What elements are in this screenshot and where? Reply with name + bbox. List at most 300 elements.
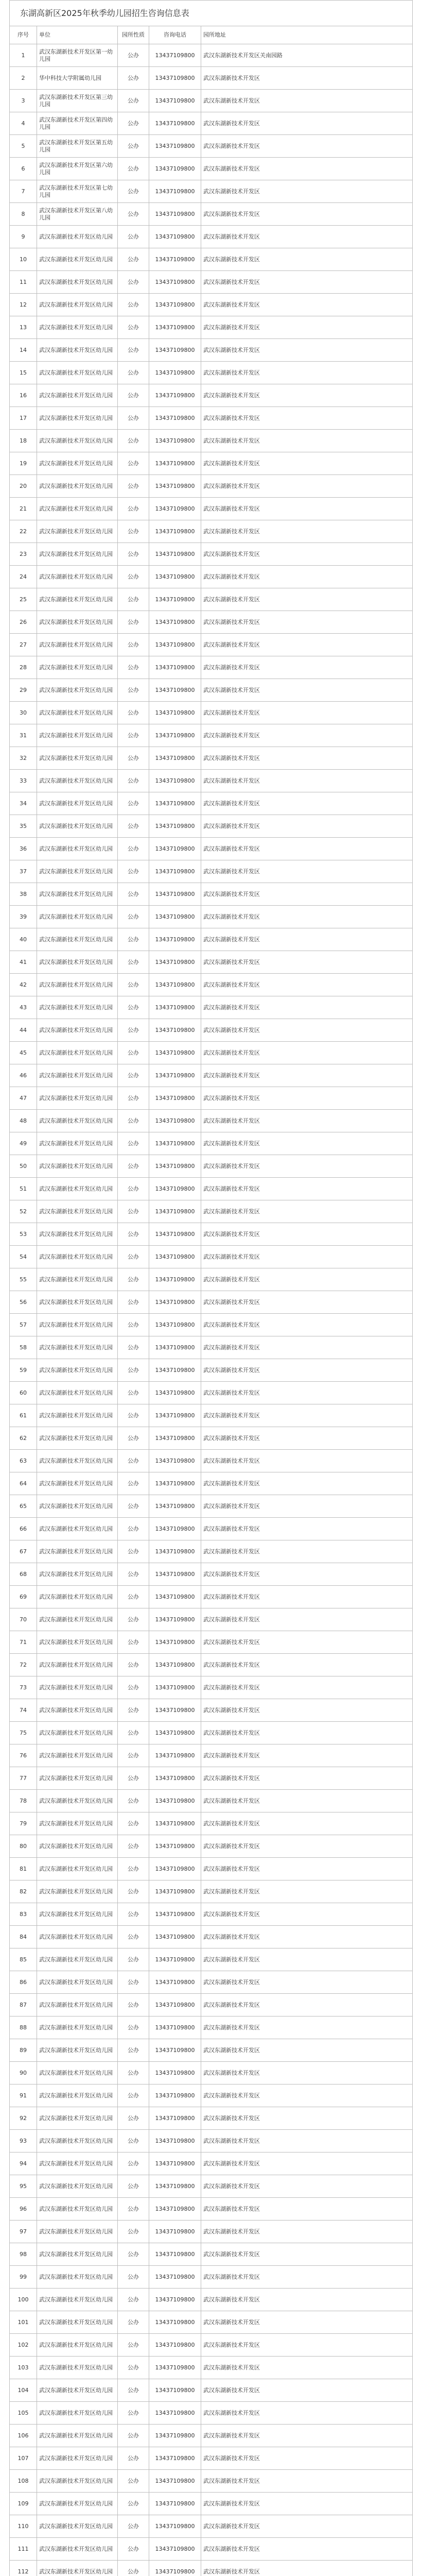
cell-address: 武汉东湖新技术开发区 xyxy=(201,1835,413,1858)
cell-address: 武汉东湖新技术开发区 xyxy=(201,1654,413,1676)
cell-address: 武汉东湖新技术开发区 xyxy=(201,974,413,996)
cell-name: 武汉东湖新技术开发区幼儿园 xyxy=(37,951,118,974)
cell-phone: 13437109800 xyxy=(149,656,201,679)
table-row xyxy=(10,1042,413,1064)
cell-index: 62 xyxy=(10,1427,37,1450)
cell-address: 武汉东湖新技术开发区 xyxy=(201,1812,413,1835)
cell-phone: 13437109800 xyxy=(149,1563,201,1586)
cell-type: 公办 xyxy=(118,974,149,996)
cell-type: 公办 xyxy=(118,883,149,906)
cell-index: 47 xyxy=(10,1087,37,1110)
cell-address: 武汉东湖新技术开发区 xyxy=(201,1676,413,1699)
cell-index: 66 xyxy=(10,1518,37,1540)
cell-phone: 13437109800 xyxy=(149,1246,201,1268)
cell-index: 20 xyxy=(10,475,37,498)
cell-type: 公办 xyxy=(118,1155,149,1178)
table-row xyxy=(10,2425,413,2447)
cell-index: 56 xyxy=(10,1291,37,1314)
cell-name: 武汉东湖新技术开发区幼儿园 xyxy=(37,2153,118,2175)
table-row xyxy=(10,1019,413,1042)
table-row xyxy=(10,1472,413,1495)
cell-type: 公办 xyxy=(118,1200,149,1223)
cell-type: 公办 xyxy=(118,2447,149,2470)
cell-phone: 13437109800 xyxy=(149,2425,201,2447)
cell-phone: 13437109800 xyxy=(149,1132,201,1155)
cell-type: 公办 xyxy=(118,316,149,339)
cell-address: 武汉东湖新技术开发区 xyxy=(201,634,413,656)
table-row xyxy=(10,2175,413,2198)
cell-name: 武汉东湖新技术开发区幼儿园 xyxy=(37,362,118,384)
cell-type: 公办 xyxy=(118,2107,149,2130)
table-row xyxy=(10,1654,413,1676)
cell-phone: 13437109800 xyxy=(149,1812,201,1835)
cell-name: 武汉东湖新技术开发区幼儿园 xyxy=(37,1404,118,1427)
cell-address: 武汉东湖新技术开发区 xyxy=(201,1472,413,1495)
cell-type: 公办 xyxy=(118,1926,149,1948)
cell-type: 公办 xyxy=(118,1404,149,1427)
cell-type: 公办 xyxy=(118,1019,149,1042)
cell-phone: 13437109800 xyxy=(149,2175,201,2198)
cell-address: 武汉东湖新技术开发区 xyxy=(201,2357,413,2379)
cell-address: 武汉东湖新技术开发区 xyxy=(201,2561,413,2576)
cell-phone: 13437109800 xyxy=(149,1064,201,1087)
cell-index: 65 xyxy=(10,1495,37,1518)
table-row xyxy=(10,339,413,362)
table-row xyxy=(10,906,413,928)
cell-index: 85 xyxy=(10,1948,37,1971)
cell-type: 公办 xyxy=(118,770,149,792)
cell-index: 60 xyxy=(10,1382,37,1404)
cell-phone: 13437109800 xyxy=(149,1699,201,1722)
cell-index: 7 xyxy=(10,180,37,203)
cell-phone: 13437109800 xyxy=(149,2243,201,2266)
cell-index: 37 xyxy=(10,860,37,883)
cell-phone: 13437109800 xyxy=(149,815,201,838)
table-row xyxy=(10,1314,413,1336)
cell-phone: 13437109800 xyxy=(149,1314,201,1336)
cell-phone: 13437109800 xyxy=(149,316,201,339)
cell-address: 武汉东湖新技术开发区 xyxy=(201,1314,413,1336)
cell-name: 武汉东湖新技术开发区幼儿园 xyxy=(37,906,118,928)
cell-address: 武汉东湖新技术开发区 xyxy=(201,158,413,180)
cell-address: 武汉东湖新技术开发区 xyxy=(201,1858,413,1880)
kindergarten-table xyxy=(9,26,413,2576)
cell-phone: 13437109800 xyxy=(149,90,201,112)
cell-address: 武汉东湖新技术开发区 xyxy=(201,2447,413,2470)
cell-index: 54 xyxy=(10,1246,37,1268)
cell-type: 公办 xyxy=(118,928,149,951)
cell-type: 公办 xyxy=(118,1132,149,1155)
cell-name: 武汉东湖新技术开发区幼儿园 xyxy=(37,1291,118,1314)
cell-index: 38 xyxy=(10,883,37,906)
cell-index: 35 xyxy=(10,815,37,838)
cell-index: 46 xyxy=(10,1064,37,1087)
cell-type: 公办 xyxy=(118,2266,149,2289)
table-header-row xyxy=(10,26,413,44)
cell-index: 94 xyxy=(10,2153,37,2175)
cell-type: 公办 xyxy=(118,1880,149,1903)
cell-address: 武汉东湖新技术开发区 xyxy=(201,883,413,906)
cell-address: 武汉东湖新技术开发区 xyxy=(201,316,413,339)
table-row xyxy=(10,2243,413,2266)
table-row xyxy=(10,1268,413,1291)
cell-address: 武汉东湖新技术开发区 xyxy=(201,2084,413,2107)
cell-type: 公办 xyxy=(118,792,149,815)
cell-phone: 13437109800 xyxy=(149,1450,201,1472)
table-row xyxy=(10,611,413,634)
cell-type: 公办 xyxy=(118,520,149,543)
cell-index: 27 xyxy=(10,634,37,656)
cell-type: 公办 xyxy=(118,1087,149,1110)
cell-name: 武汉东湖新技术开发区幼儿园 xyxy=(37,1722,118,1744)
cell-index: 5 xyxy=(10,135,37,158)
cell-name: 武汉东湖新技术开发区幼儿园 xyxy=(37,543,118,566)
cell-type: 公办 xyxy=(118,611,149,634)
header-index: 序号 xyxy=(10,26,37,44)
cell-index: 6 xyxy=(10,158,37,180)
cell-type: 公办 xyxy=(118,679,149,702)
table-row xyxy=(10,928,413,951)
cell-phone: 13437109800 xyxy=(149,1767,201,1790)
cell-index: 82 xyxy=(10,1880,37,1903)
cell-index: 22 xyxy=(10,520,37,543)
table-row xyxy=(10,702,413,724)
cell-address: 武汉东湖新技术开发区 xyxy=(201,248,413,271)
cell-type: 公办 xyxy=(118,2470,149,2493)
cell-index: 28 xyxy=(10,656,37,679)
header-type: 园所性质 xyxy=(118,26,149,44)
cell-name: 武汉东湖新技术开发区幼儿园 xyxy=(37,1336,118,1359)
table-row xyxy=(10,2016,413,2039)
cell-address: 武汉东湖新技术开发区 xyxy=(201,1382,413,1404)
cell-type: 公办 xyxy=(118,2039,149,2062)
cell-type: 公办 xyxy=(118,1699,149,1722)
table-row xyxy=(10,1835,413,1858)
cell-phone: 13437109800 xyxy=(149,452,201,475)
cell-address: 武汉东湖新技术开发区 xyxy=(201,2289,413,2311)
cell-address: 武汉东湖新技术开发区 xyxy=(201,951,413,974)
table-row xyxy=(10,2311,413,2334)
table-row xyxy=(10,1586,413,1608)
cell-phone: 13437109800 xyxy=(149,498,201,520)
cell-name: 武汉东湖新技术开发区幼儿园 xyxy=(37,226,118,248)
cell-index: 34 xyxy=(10,792,37,815)
cell-index: 49 xyxy=(10,1132,37,1155)
table-row xyxy=(10,566,413,588)
cell-address: 武汉东湖新技术开发区 xyxy=(201,1608,413,1631)
cell-type: 公办 xyxy=(118,1110,149,1132)
cell-type: 公办 xyxy=(118,248,149,271)
cell-phone: 13437109800 xyxy=(149,1631,201,1654)
table-row xyxy=(10,2470,413,2493)
table-row xyxy=(10,2130,413,2153)
cell-type: 公办 xyxy=(118,2016,149,2039)
table-row xyxy=(10,226,413,248)
cell-index: 74 xyxy=(10,1699,37,1722)
cell-name: 武汉东湖新技术开发区幼儿园 xyxy=(37,770,118,792)
table-row xyxy=(10,294,413,316)
cell-name: 武汉东湖新技术开发区幼儿园 xyxy=(37,1132,118,1155)
table-row xyxy=(10,452,413,475)
cell-address: 武汉东湖新技术开发区 xyxy=(201,1132,413,1155)
cell-phone: 13437109800 xyxy=(149,248,201,271)
cell-name: 武汉东湖新技术开发区幼儿园 xyxy=(37,679,118,702)
cell-name: 武汉东湖新技术开发区幼儿园 xyxy=(37,1200,118,1223)
cell-type: 公办 xyxy=(118,860,149,883)
table-row xyxy=(10,475,413,498)
cell-address: 武汉东湖新技术开发区 xyxy=(201,2379,413,2402)
cell-phone: 13437109800 xyxy=(149,2266,201,2289)
table-row xyxy=(10,271,413,294)
table-row xyxy=(10,2561,413,2576)
cell-phone: 13437109800 xyxy=(149,271,201,294)
cell-index: 91 xyxy=(10,2084,37,2107)
cell-name: 武汉东湖新技术开发区幼儿园 xyxy=(37,724,118,747)
cell-index: 10 xyxy=(10,248,37,271)
cell-index: 9 xyxy=(10,226,37,248)
table-row xyxy=(10,1790,413,1812)
cell-index: 69 xyxy=(10,1586,37,1608)
cell-name: 武汉东湖新技术开发区幼儿园 xyxy=(37,588,118,611)
table-row xyxy=(10,2107,413,2130)
cell-type: 公办 xyxy=(118,67,149,90)
cell-phone: 13437109800 xyxy=(149,2311,201,2334)
cell-index: 75 xyxy=(10,1722,37,1744)
cell-address: 武汉东湖新技术开发区 xyxy=(201,2538,413,2561)
cell-phone: 13437109800 xyxy=(149,1382,201,1404)
cell-type: 公办 xyxy=(118,1314,149,1336)
cell-index: 93 xyxy=(10,2130,37,2153)
cell-index: 101 xyxy=(10,2311,37,2334)
cell-phone: 13437109800 xyxy=(149,838,201,860)
cell-phone: 13437109800 xyxy=(149,294,201,316)
cell-address: 武汉东湖新技术开发区 xyxy=(201,1495,413,1518)
cell-type: 公办 xyxy=(118,1495,149,1518)
cell-address: 武汉东湖新技术开发区 xyxy=(201,2016,413,2039)
table-row xyxy=(10,498,413,520)
cell-name: 武汉东湖新技术开发区幼儿园 xyxy=(37,566,118,588)
cell-phone: 13437109800 xyxy=(149,566,201,588)
table-row xyxy=(10,1994,413,2016)
cell-index: 84 xyxy=(10,1926,37,1948)
cell-index: 102 xyxy=(10,2334,37,2357)
cell-index: 109 xyxy=(10,2493,37,2515)
cell-type: 公办 xyxy=(118,112,149,135)
cell-address: 武汉东湖新技术开发区 xyxy=(201,1042,413,1064)
cell-type: 公办 xyxy=(118,2425,149,2447)
cell-name: 武汉东湖新技术开发区幼儿园 xyxy=(37,430,118,452)
cell-phone: 13437109800 xyxy=(149,1608,201,1631)
table-row xyxy=(10,2493,413,2515)
cell-index: 24 xyxy=(10,566,37,588)
table-row xyxy=(10,1132,413,1155)
cell-index: 45 xyxy=(10,1042,37,1064)
cell-address: 武汉东湖新技术开发区 xyxy=(201,747,413,770)
cell-phone: 13437109800 xyxy=(149,2379,201,2402)
cell-address: 武汉东湖新技术开发区 xyxy=(201,2175,413,2198)
cell-name: 武汉东湖新技术开发区幼儿园 xyxy=(37,2311,118,2334)
cell-index: 78 xyxy=(10,1790,37,1812)
cell-address: 武汉东湖新技术开发区 xyxy=(201,2039,413,2062)
cell-index: 33 xyxy=(10,770,37,792)
cell-address: 武汉东湖新技术开发区 xyxy=(201,1336,413,1359)
table-row xyxy=(10,2084,413,2107)
cell-type: 公办 xyxy=(118,1676,149,1699)
cell-index: 88 xyxy=(10,2016,37,2039)
cell-phone: 13437109800 xyxy=(149,2538,201,2561)
table-row xyxy=(10,1110,413,1132)
table-row xyxy=(10,2357,413,2379)
cell-phone: 13437109800 xyxy=(149,1336,201,1359)
table-row xyxy=(10,158,413,180)
cell-index: 14 xyxy=(10,339,37,362)
cell-index: 80 xyxy=(10,1835,37,1858)
table-row xyxy=(10,112,413,135)
cell-index: 58 xyxy=(10,1336,37,1359)
cell-phone: 13437109800 xyxy=(149,2062,201,2084)
cell-address: 武汉东湖新技术开发区 xyxy=(201,860,413,883)
table-row xyxy=(10,1631,413,1654)
cell-address: 武汉东湖新技术开发区 xyxy=(201,679,413,702)
cell-name: 武汉东湖新技术开发区幼儿园 xyxy=(37,1495,118,1518)
cell-name: 武汉东湖新技术开发区幼儿园 xyxy=(37,1858,118,1880)
cell-address: 武汉东湖新技术开发区 xyxy=(201,2311,413,2334)
table-row xyxy=(10,2062,413,2084)
table-row xyxy=(10,1336,413,1359)
cell-index: 25 xyxy=(10,588,37,611)
cell-type: 公办 xyxy=(118,430,149,452)
table-row xyxy=(10,1178,413,1200)
cell-phone: 13437109800 xyxy=(149,883,201,906)
cell-phone: 13437109800 xyxy=(149,1042,201,1064)
cell-phone: 13437109800 xyxy=(149,770,201,792)
cell-name: 武汉东湖新技术开发区幼儿园 xyxy=(37,2039,118,2062)
cell-index: 43 xyxy=(10,996,37,1019)
cell-phone: 13437109800 xyxy=(149,634,201,656)
cell-phone: 13437109800 xyxy=(149,2130,201,2153)
cell-type: 公办 xyxy=(118,2062,149,2084)
cell-name: 武汉东湖新技术开发区幼儿园 xyxy=(37,2379,118,2402)
cell-phone: 13437109800 xyxy=(149,1971,201,1994)
table-row xyxy=(10,2538,413,2561)
cell-address: 武汉东湖新技术开发区 xyxy=(201,1948,413,1971)
cell-type: 公办 xyxy=(118,1790,149,1812)
cell-phone: 13437109800 xyxy=(149,974,201,996)
cell-index: 15 xyxy=(10,362,37,384)
cell-name: 武汉东湖新技术开发区幼儿园 xyxy=(37,1903,118,1926)
cell-index: 42 xyxy=(10,974,37,996)
table-row xyxy=(10,1722,413,1744)
cell-address: 武汉东湖新技术开发区 xyxy=(201,1699,413,1722)
table-row xyxy=(10,1971,413,1994)
cell-name: 武汉东湖新技术开发区幼儿园 xyxy=(37,611,118,634)
cell-phone: 13437109800 xyxy=(149,2561,201,2576)
cell-address: 武汉东湖新技术开发区 xyxy=(201,430,413,452)
cell-index: 55 xyxy=(10,1268,37,1291)
cell-address: 武汉东湖新技术开发区 xyxy=(201,1064,413,1087)
cell-address: 武汉东湖新技术开发区 xyxy=(201,770,413,792)
cell-index: 30 xyxy=(10,702,37,724)
table-row xyxy=(10,1540,413,1563)
cell-index: 110 xyxy=(10,2515,37,2538)
table-row xyxy=(10,1291,413,1314)
cell-address: 武汉东湖新技术开发区 xyxy=(201,2402,413,2425)
cell-name: 武汉东湖新技术开发区幼儿园 xyxy=(37,1042,118,1064)
cell-phone: 13437109800 xyxy=(149,2084,201,2107)
cell-phone: 13437109800 xyxy=(149,543,201,566)
cell-address: 武汉东湖新技术开发区 xyxy=(201,2198,413,2221)
cell-name: 武汉东湖新技术开发区幼儿园 xyxy=(37,2538,118,2561)
cell-name: 武汉东湖新技术开发区幼儿园 xyxy=(37,1427,118,1450)
cell-name: 武汉东湖新技术开发区幼儿园 xyxy=(37,2016,118,2039)
cell-address: 武汉东湖新技术开发区 xyxy=(201,2334,413,2357)
cell-phone: 13437109800 xyxy=(149,679,201,702)
cell-type: 公办 xyxy=(118,452,149,475)
table-row xyxy=(10,1858,413,1880)
cell-index: 44 xyxy=(10,1019,37,1042)
cell-address: 武汉东湖新技术开发区 xyxy=(201,1926,413,1948)
cell-index: 41 xyxy=(10,951,37,974)
cell-address: 武汉东湖新技术开发区 xyxy=(201,112,413,135)
cell-type: 公办 xyxy=(118,2311,149,2334)
cell-name: 武汉东湖新技术开发区幼儿园 xyxy=(37,1246,118,1268)
table-row xyxy=(10,1450,413,1472)
cell-name: 武汉东湖新技术开发区幼儿园 xyxy=(37,475,118,498)
cell-index: 16 xyxy=(10,384,37,407)
cell-address: 武汉东湖新技术开发区 xyxy=(201,2062,413,2084)
cell-address: 武汉东湖新技术开发区 xyxy=(201,339,413,362)
cell-address: 武汉东湖新技术开发区 xyxy=(201,1155,413,1178)
cell-name: 武汉东湖新技术开发区第四幼儿园 xyxy=(37,112,118,135)
cell-address: 武汉东湖新技术开发区 xyxy=(201,180,413,203)
table-row xyxy=(10,90,413,112)
cell-address: 武汉东湖新技术开发区 xyxy=(201,90,413,112)
cell-phone: 13437109800 xyxy=(149,1223,201,1246)
table-row xyxy=(10,2515,413,2538)
cell-phone: 13437109800 xyxy=(149,1744,201,1767)
cell-phone: 13437109800 xyxy=(149,112,201,135)
table-row xyxy=(10,860,413,883)
cell-type: 公办 xyxy=(118,1654,149,1676)
cell-address: 武汉东湖新技术开发区 xyxy=(201,906,413,928)
table-row xyxy=(10,2221,413,2243)
cell-index: 1 xyxy=(10,44,37,67)
cell-phone: 13437109800 xyxy=(149,1790,201,1812)
cell-phone: 13437109800 xyxy=(149,1586,201,1608)
cell-name: 武汉东湖新技术开发区幼儿园 xyxy=(37,792,118,815)
cell-name: 武汉东湖新技术开发区幼儿园 xyxy=(37,248,118,271)
table-row xyxy=(10,1427,413,1450)
cell-name: 武汉东湖新技术开发区幼儿园 xyxy=(37,1223,118,1246)
cell-address: 武汉东湖新技术开发区 xyxy=(201,1880,413,1903)
cell-address: 武汉东湖新技术开发区 xyxy=(201,1631,413,1654)
table-row xyxy=(10,2153,413,2175)
cell-phone: 13437109800 xyxy=(149,1404,201,1427)
cell-type: 公办 xyxy=(118,1858,149,1880)
cell-type: 公办 xyxy=(118,1359,149,1382)
table-row xyxy=(10,2198,413,2221)
cell-type: 公办 xyxy=(118,1042,149,1064)
cell-address: 武汉东湖新技术开发区 xyxy=(201,203,413,226)
cell-name: 武汉东湖新技术开发区幼儿园 xyxy=(37,1608,118,1631)
cell-address: 武汉东湖新技术开发区 xyxy=(201,1722,413,1744)
cell-name: 武汉东湖新技术开发区幼儿园 xyxy=(37,2266,118,2289)
cell-index: 81 xyxy=(10,1858,37,1880)
cell-name: 武汉东湖新技术开发区幼儿园 xyxy=(37,860,118,883)
cell-index: 86 xyxy=(10,1971,37,1994)
cell-address: 武汉东湖新技术开发区 xyxy=(201,656,413,679)
cell-address: 武汉东湖新技术开发区 xyxy=(201,520,413,543)
